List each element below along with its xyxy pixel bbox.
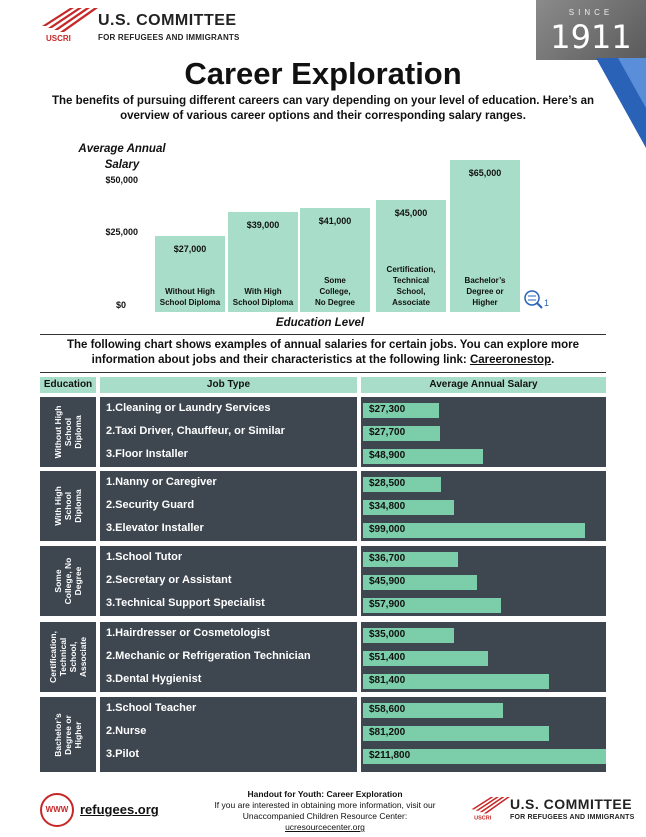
bar-category-line: Higher xyxy=(472,298,498,307)
salary-value: $36,700 xyxy=(369,553,406,564)
education-group-line: Diploma xyxy=(73,489,83,523)
zoom-icon[interactable] xyxy=(522,288,550,310)
education-group-line: Degree or xyxy=(63,714,73,755)
job-type-label: 3.Dental Hygienist xyxy=(106,673,202,685)
header-salary: Average Annual Salary xyxy=(361,377,606,393)
salary-value: $51,400 xyxy=(369,652,406,663)
salary-value: $35,000 xyxy=(369,629,406,640)
bar-category-line: Technical xyxy=(392,276,430,285)
salary-value: $34,800 xyxy=(369,501,406,512)
job-type-label: 1.Nanny or Caregiver xyxy=(106,476,217,488)
bar-value-label: $27,000 xyxy=(173,244,207,254)
job-type-label: 1.Cleaning or Laundry Services xyxy=(106,402,271,414)
education-group-label xyxy=(40,546,96,616)
bar-category-line: Degree or xyxy=(466,287,504,296)
since-label: SINCE xyxy=(568,8,614,17)
table-intro-text: The following chart shows examples of annual salaries for certain jobs. You can explore more information about jobs and their characteristics at the following link: xyxy=(66,339,580,366)
job-type-label: 2.Security Guard xyxy=(106,499,195,511)
bar-category-line: Some xyxy=(324,276,346,285)
careeronestop-link[interactable]: Careeronestop xyxy=(469,354,552,366)
education-group-line: School xyxy=(63,417,73,447)
uscri-footer-logo xyxy=(470,790,640,830)
chart-y-axis-label xyxy=(62,141,182,173)
uscri-badge-text: USCRI xyxy=(474,815,492,822)
education-group-line: Certification, xyxy=(48,631,58,683)
uscri-logo-icon xyxy=(40,4,98,44)
salary-value: $81,400 xyxy=(369,675,406,686)
education-group-line: Without High xyxy=(53,405,63,459)
intro-text: The benefits of pursuing different careers can vary depending on your level of education. Here’s an overview of various career options and their corresponding salary ranges. xyxy=(51,95,595,122)
table-intro-end: . xyxy=(551,354,555,366)
handout-title: Handout for Youth: Career Exploration xyxy=(247,789,403,799)
uscri-logo xyxy=(40,4,240,48)
bar-category-label xyxy=(376,264,446,308)
job-type-label: 1.School Teacher xyxy=(106,702,197,714)
section-divider xyxy=(40,334,606,335)
uscri-badge-text: USCRI xyxy=(46,34,71,43)
education-group-line: With High xyxy=(53,486,63,526)
bar-category-line: No Degree xyxy=(314,298,355,307)
y-axis-label-line2: Salary xyxy=(104,159,140,171)
table-intro xyxy=(45,338,601,368)
education-group-label xyxy=(40,697,96,772)
www-icon: WWW xyxy=(40,793,74,827)
education-group-line: Diploma xyxy=(73,415,83,449)
resource-center-link[interactable]: ucresourcecenter.org xyxy=(285,822,365,832)
page-title: Career Exploration xyxy=(184,56,462,91)
org-name: U.S. COMMITTEE xyxy=(510,796,633,812)
chart-x-axis-label: Education Level xyxy=(275,317,365,329)
bar-value-label: $45,000 xyxy=(394,208,428,218)
salary-value: $57,900 xyxy=(369,599,406,610)
y-axis-label-line1: Average Annual xyxy=(78,143,166,155)
education-group-text xyxy=(53,713,83,756)
bar-category-line: School, xyxy=(396,287,426,296)
education-group-line: Technical xyxy=(58,637,68,677)
education-group-line: Degree xyxy=(73,566,83,596)
refugees-link[interactable]: refugees.org xyxy=(80,802,159,817)
education-group-text xyxy=(53,558,83,605)
footer-line-1: If you are interested in obtaining more information, visit our xyxy=(214,800,436,810)
page-header xyxy=(0,0,646,60)
footer-line-2: Unaccompanied Children Resource Center: xyxy=(242,811,408,821)
education-group-line: Bachelor’s xyxy=(53,712,63,757)
salary-value: $28,500 xyxy=(369,478,406,489)
bar-category-label xyxy=(450,275,520,308)
bar-category-line: Certification, xyxy=(386,265,436,274)
job-type-label: 3.Floor Installer xyxy=(106,448,188,460)
job-type-label: 1.Hairdresser or Cosmetologist xyxy=(106,627,270,639)
footer-info xyxy=(190,789,460,833)
header-education: Education xyxy=(40,377,96,393)
bar-value-label: $39,000 xyxy=(246,220,280,230)
y-tick-label: $25,000 xyxy=(105,227,138,237)
bar-category-line: Without High xyxy=(165,287,215,296)
bar-category-line: Associate xyxy=(392,298,430,307)
section-divider xyxy=(40,372,606,373)
education-group-line: Higher xyxy=(73,721,83,748)
org-subtitle: FOR REFUGEES AND IMMIGRANTS xyxy=(510,814,635,821)
bar-category-label xyxy=(228,286,298,308)
education-group-text xyxy=(53,486,83,526)
y-tick-label: $50,000 xyxy=(105,175,138,185)
salary-value: $27,300 xyxy=(369,404,406,415)
salary-value: $99,000 xyxy=(369,524,406,535)
uscri-logo-icon xyxy=(470,790,510,826)
salary-value: $48,900 xyxy=(369,450,406,461)
education-group-line: College, No xyxy=(63,557,73,605)
education-group-text xyxy=(48,631,88,683)
education-group-label xyxy=(40,622,96,692)
education-group-line: School xyxy=(63,491,73,521)
job-type-label: 2.Mechanic or Refrigeration Technician xyxy=(106,650,311,662)
bar-value-label: $41,000 xyxy=(318,216,352,226)
bar-category-label xyxy=(300,275,370,308)
job-type-label: 1.School Tutor xyxy=(106,551,183,563)
salary-value: $58,600 xyxy=(369,704,406,715)
job-type-label: 2.Nurse xyxy=(106,725,147,737)
salary-value: $81,200 xyxy=(369,727,406,738)
salary-value: $27,700 xyxy=(369,427,406,438)
job-type-label: 2.Secretary or Assistant xyxy=(106,574,232,586)
bar-category-line: With High xyxy=(244,287,282,296)
job-type-label: 3.Pilot xyxy=(106,748,140,760)
bar-category-line: School Diploma xyxy=(232,298,294,307)
job-type-label: 2.Taxi Driver, Chauffeur, or Similar xyxy=(106,425,285,437)
bar-value-label: $65,000 xyxy=(468,168,502,178)
bar-category-line: School Diploma xyxy=(159,298,221,307)
education-group-text xyxy=(53,406,83,459)
bar-category-line: Bachelor’s xyxy=(464,276,506,285)
job-type-label: 3.Technical Support Specialist xyxy=(106,597,265,609)
y-tick-label: $0 xyxy=(115,300,126,310)
since-year: 1911 xyxy=(550,18,632,56)
education-group-line: Some xyxy=(53,569,63,593)
bar-category-line: College, xyxy=(319,287,351,296)
header-job-type: Job Type xyxy=(100,377,357,393)
education-group-line: School, xyxy=(68,641,78,673)
education-group-line: Associate xyxy=(78,636,88,678)
since-badge xyxy=(536,0,646,60)
org-name: U.S. COMMITTEE xyxy=(98,12,237,29)
org-subtitle: FOR REFUGEES AND IMMIGRANTS xyxy=(98,33,240,42)
salary-value: $211,800 xyxy=(369,750,411,761)
job-type-label: 3.Elevator Installer xyxy=(106,522,204,534)
bar-category-label xyxy=(155,286,225,308)
salary-value: $45,900 xyxy=(369,576,406,587)
education-group-label xyxy=(40,471,96,541)
zoom-label: 1 xyxy=(544,298,550,308)
education-group-label xyxy=(40,397,96,467)
